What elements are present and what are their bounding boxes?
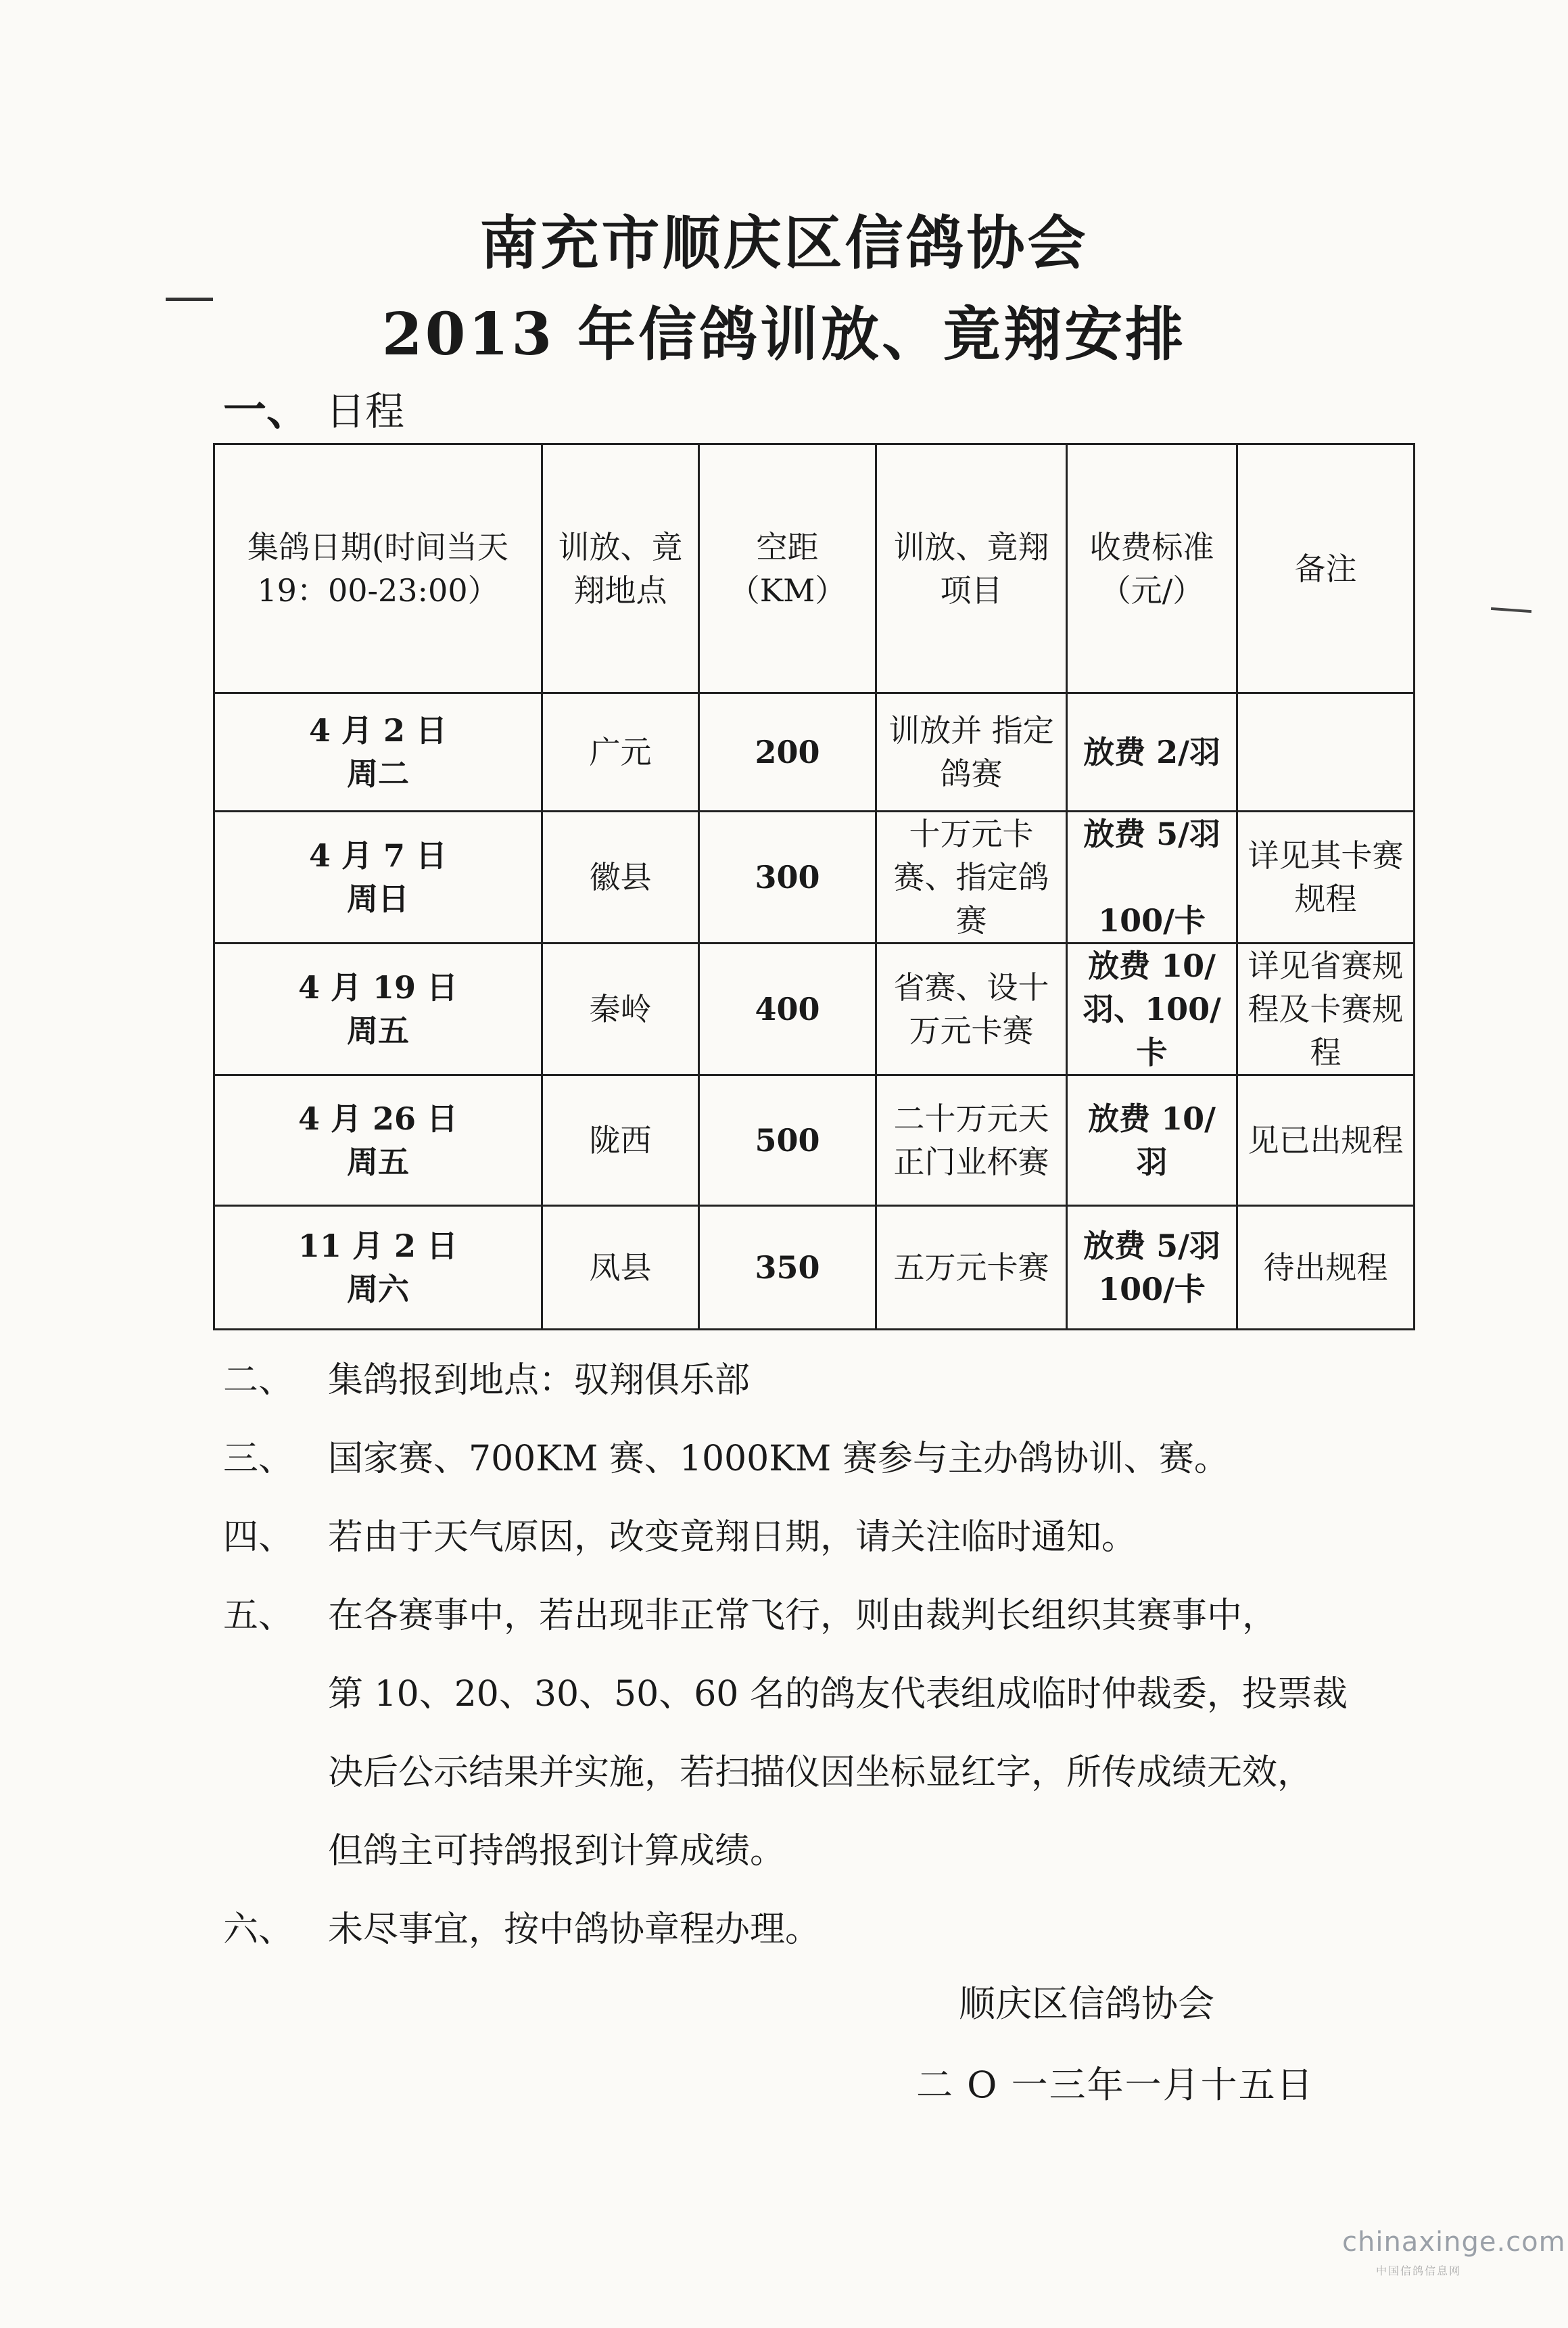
item-text: 国家赛、700KM 赛、1000KM 赛参与主办鸽协训、赛。 [328, 1439, 1229, 1479]
item-text: 在各赛事中，若出现非正常飞行，则由裁判长组织其赛事中， [328, 1596, 1278, 1636]
cell-fee: 放费 2/羽 [1067, 693, 1237, 812]
cell-place: 凤县 [542, 1206, 699, 1330]
document-title: 南充市顺庆区信鸽协会 [479, 209, 1089, 277]
watermark-site: chinaxinge.com [1342, 2227, 1566, 2258]
header-date: 集鸽日期(时间当天19：00-23:00） [214, 444, 542, 693]
cell-date: 4 月 19 日 周五 [214, 944, 542, 1075]
list-item [223, 1341, 1433, 1420]
section-heading-schedule [223, 375, 404, 438]
cell-place: 徽县 [542, 812, 699, 944]
section-number: 一、 [223, 385, 310, 436]
list-item [223, 1890, 1433, 1969]
list-item [223, 1498, 1433, 1577]
cell-distance: 400 [699, 944, 876, 1075]
scan-mark [1491, 607, 1531, 613]
item-text: 集鸽报到地点：驭翔俱乐部 [328, 1360, 751, 1401]
item-text: 若由于天气原因，改变竟翔日期，请关注临时通知。 [328, 1517, 1137, 1558]
list-item [223, 1420, 1433, 1498]
signature-date: 二 O 一三年一月十五日 [916, 2064, 1314, 2106]
cell-item: 十万元卡赛、指定鸽赛 [876, 812, 1067, 944]
document-subtitle: 2013 年信鸽训放、竟翔安排 [381, 300, 1187, 369]
item-number: 二、 [223, 1360, 294, 1401]
cell-fee: 放费 10/羽 [1067, 1075, 1237, 1206]
cell-item: 省赛、设十万元卡赛 [876, 944, 1067, 1075]
item-number: 四、 [223, 1517, 294, 1558]
item-continuation: 决后公示结果并实施，若扫描仪因坐标显红字，所传成绩无效， [328, 1752, 1313, 1793]
cell-date: 4 月 2 日 周二 [214, 693, 542, 812]
header-distance: 空距（KM） [699, 444, 876, 693]
cell-note [1237, 693, 1415, 812]
table-row [214, 812, 1415, 944]
item-text: 未尽事宜，按中鸽协章程办理。 [328, 1909, 821, 1950]
cell-date: 11 月 2 日 周六 [214, 1206, 542, 1330]
cell-place: 秦岭 [542, 944, 699, 1075]
cell-place: 广元 [542, 693, 699, 812]
schedule-table [213, 443, 1415, 1330]
cell-item: 五万元卡赛 [876, 1206, 1067, 1330]
cell-date: 4 月 7 日 周日 [214, 812, 542, 944]
table-row [214, 1075, 1415, 1206]
cell-note: 详见其卡赛规程 [1237, 812, 1415, 944]
header-fee: 收费标准（元/） [1067, 444, 1237, 693]
item-continuation: 第 10、20、30、50、60 名的鸽友代表组成临时仲裁委，投票裁 [328, 1674, 1348, 1715]
signature-organization: 顺庆区信鸽协会 [959, 1982, 1214, 2025]
cell-note: 详见省赛规程及卡赛规程 [1237, 944, 1415, 1075]
cell-item: 训放并 指定鸽赛 [876, 693, 1067, 812]
cell-item: 二十万元天正门业杯赛 [876, 1075, 1067, 1206]
cell-fee: 放费 10/羽、100/卡 [1067, 944, 1237, 1075]
list-item [223, 1577, 1433, 1655]
item-number: 五、 [223, 1596, 294, 1636]
header-item: 训放、竟翔项目 [876, 444, 1067, 693]
cell-fee: 放费 5/羽 100/卡 [1067, 812, 1237, 944]
table-header-row [214, 444, 1415, 693]
cell-date: 4 月 26 日 周五 [214, 1075, 542, 1206]
item-number: 三、 [223, 1439, 294, 1479]
header-note: 备注 [1237, 444, 1415, 693]
cell-distance: 350 [699, 1206, 876, 1330]
item-continuation: 但鸽主可持鸽报到计算成绩。 [328, 1831, 786, 1871]
table-row [214, 1206, 1415, 1330]
section-label: 日程 [326, 388, 405, 434]
table-row [214, 693, 1415, 812]
cell-note: 见已出规程 [1237, 1075, 1415, 1206]
cell-note: 待出规程 [1237, 1206, 1415, 1330]
header-place: 训放、竟翔地点 [542, 444, 699, 693]
cell-distance: 500 [699, 1075, 876, 1206]
cell-fee: 放费 5/羽 100/卡 [1067, 1206, 1237, 1330]
watermark-subtitle: 中国信鸽信息网 [1376, 2264, 1462, 2277]
cell-place: 陇西 [542, 1075, 699, 1206]
cell-distance: 300 [699, 812, 876, 944]
table-row [214, 944, 1415, 1075]
cell-distance: 200 [699, 693, 876, 812]
item-number: 六、 [223, 1909, 294, 1950]
